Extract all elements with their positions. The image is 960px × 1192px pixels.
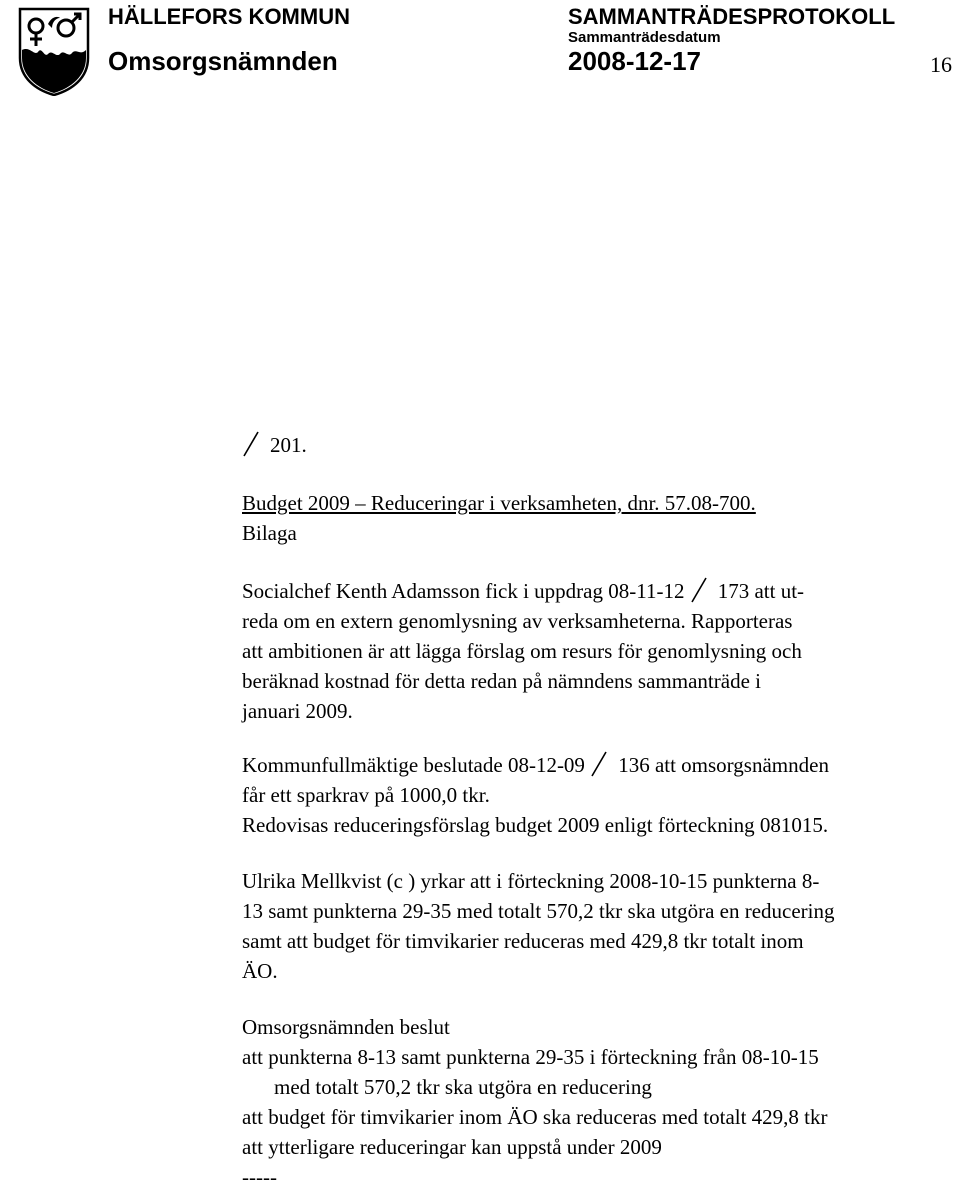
section-sign-icon bbox=[590, 750, 608, 778]
municipality-name: HÄLLEFORS KOMMUN bbox=[108, 4, 350, 29]
text-line: beräknad kostnad för detta redan på nämndens sammanträde i bbox=[242, 669, 761, 693]
text-line: samt att budget för timvikarier reduceras med 429,8 tkr totalt inom bbox=[242, 929, 804, 953]
motion-paragraph bbox=[242, 866, 835, 986]
text-segment: Kommunfullmäktige beslutade 08-12-09 bbox=[242, 753, 591, 777]
decision-item: att ytterligare reduceringar kan uppstå under 2009 bbox=[242, 1135, 662, 1159]
text-segment: 173 att ut- bbox=[717, 579, 805, 603]
decision-item: att budget för timvikarier inom ÄO ska reduceras med totalt 429,8 tkr bbox=[242, 1105, 828, 1129]
document-type: SAMMANTRÄDESPROTOKOLL bbox=[568, 4, 896, 29]
text-line: 13 samt punkterna 29-35 med totalt 570,2 tkr ska utgöra en reducering bbox=[242, 899, 835, 923]
page-number: 16 bbox=[930, 52, 952, 77]
text-line: att ambitionen är att lägga förslag om resurs för genomlysning och bbox=[242, 639, 802, 663]
background-paragraph bbox=[242, 576, 804, 726]
section-sign-icon bbox=[242, 430, 260, 458]
text-line: januari 2009. bbox=[242, 699, 353, 723]
meeting-date: 2008-12-17 bbox=[568, 46, 701, 76]
text-line bbox=[242, 750, 829, 780]
committee-decision bbox=[242, 1012, 828, 1192]
decision-item-continuation: med totalt 570,2 tkr ska utgöra en reducering bbox=[274, 1075, 652, 1099]
text-line: får ett sparkrav på 1000,0 tkr. bbox=[242, 783, 490, 807]
title-line: Bilaga bbox=[242, 521, 297, 545]
council-decision-paragraph bbox=[242, 750, 829, 840]
text-line: Redovisas reduceringsförslag budget 2009 enligt förteckning 081015. bbox=[242, 813, 829, 837]
paragraph-number-line bbox=[242, 430, 307, 460]
municipality-coat-of-arms-logo bbox=[14, 6, 94, 96]
text-line bbox=[242, 576, 804, 606]
text-line: reda om en extern genomlysning av verksamheterna. Rapporteras bbox=[242, 609, 793, 633]
committee-name: Omsorgsnämnden bbox=[108, 46, 338, 76]
text-segment: 136 att omsorgsnämnden bbox=[618, 753, 829, 777]
text-segment: Socialchef Kenth Adamsson fick i uppdrag 08-11-12 bbox=[242, 579, 690, 603]
decision-item: att punkterna 8-13 samt punkterna 29-35 i förteckning från 08-10-15 bbox=[242, 1045, 819, 1069]
end-marker: ----- bbox=[242, 1165, 277, 1189]
decision-heading: Omsorgsnämnden beslut bbox=[242, 1015, 450, 1039]
meeting-date-label: Sammanträdesdatum bbox=[568, 29, 721, 46]
text-line: ÄO. bbox=[242, 959, 278, 983]
title-line: Budget 2009 – Reduceringar i verksamheten, dnr. 57.08-700. bbox=[242, 491, 756, 515]
paragraph-number: 201. bbox=[270, 433, 307, 457]
text-line: Ulrika Mellkvist (c ) yrkar att i förteckning 2008-10-15 punkterna 8- bbox=[242, 869, 820, 893]
item-title bbox=[242, 488, 756, 548]
section-sign-icon bbox=[690, 576, 708, 604]
